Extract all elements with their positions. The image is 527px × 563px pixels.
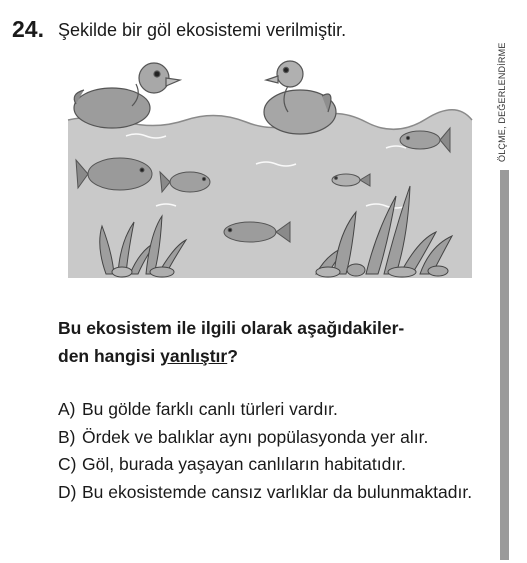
prompt-question-mark: ?: [227, 346, 238, 366]
side-label: ÖLÇME, DEĞERLENDİRME: [497, 42, 507, 162]
question-prompt: [58, 314, 404, 370]
option-label: C): [58, 454, 77, 474]
answer-options: [58, 396, 494, 506]
prompt-underlined-word: yanlıştır: [160, 346, 228, 366]
option-label: B): [58, 426, 76, 447]
question-number: 24.: [12, 16, 44, 42]
option-text: Göl, burada yaşayan canlıların habitatıdır.: [82, 454, 406, 474]
option-b[interactable]: [58, 424, 494, 452]
prompt-line-2-start: den hangisi: [58, 346, 161, 366]
prompt-line-1: Bu ekosistem ile ilgili olarak aşağıdakiler-: [58, 318, 405, 338]
option-text: Bu ekosistemde cansız varlıklar da bulunmaktadır.: [82, 481, 473, 502]
option-label: A): [58, 399, 76, 419]
option-d[interactable]: [58, 479, 494, 507]
question-stem: Şekilde bir göl ekosistemi verilmiştir.: [58, 20, 347, 40]
prompt-line-2: [58, 342, 404, 370]
side-bar: [500, 170, 509, 560]
duck-right: [264, 61, 336, 134]
option-label: D): [58, 481, 77, 502]
lake-ecosystem-figure: [66, 56, 474, 284]
option-c[interactable]: [58, 451, 494, 479]
option-text: Bu gölde farklı canlı türleri vardır.: [82, 399, 338, 419]
duck-left: [74, 63, 180, 128]
option-a[interactable]: [58, 396, 494, 424]
option-text: Ördek ve balıklar aynı popülasyonda yer alır.: [82, 426, 429, 447]
